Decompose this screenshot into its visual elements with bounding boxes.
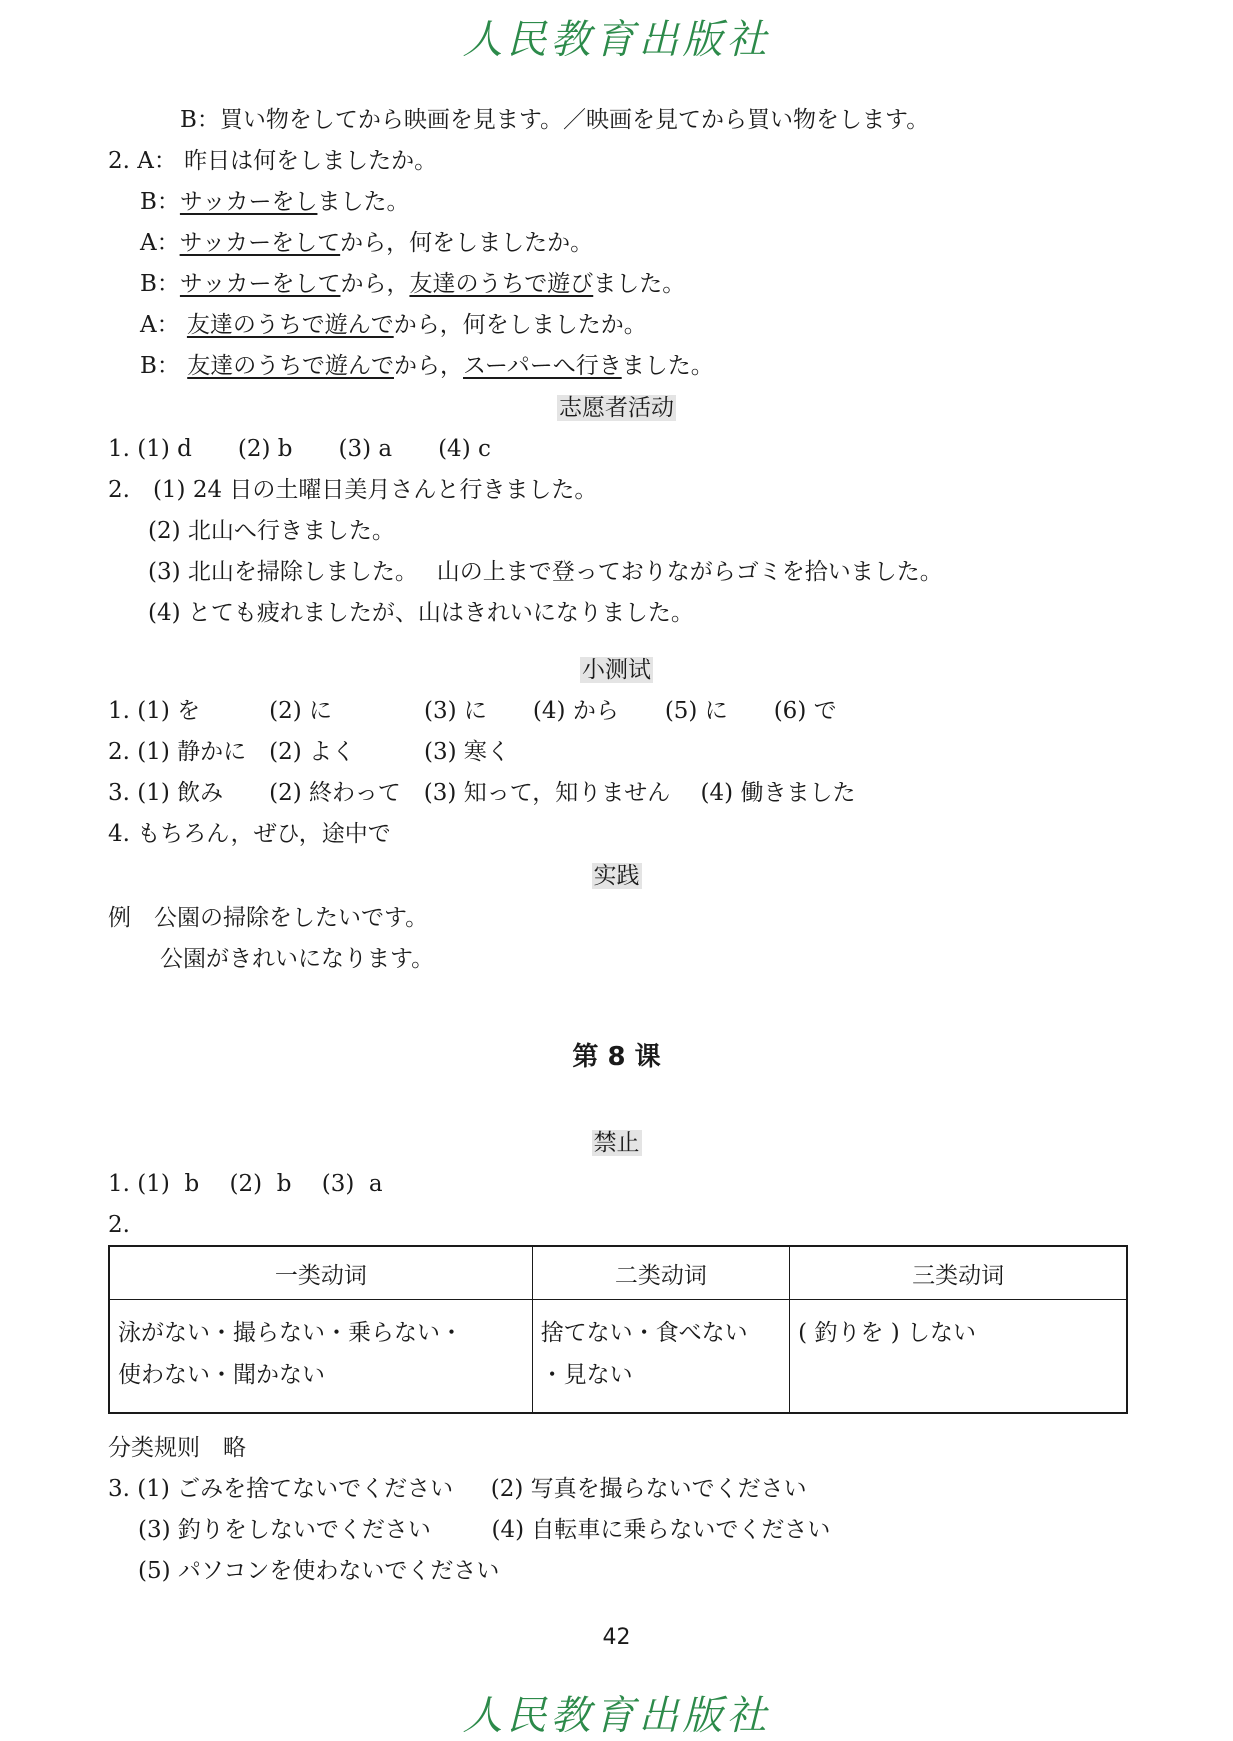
table-header-row <box>109 1246 1127 1300</box>
table-header-cell: 三类动词 <box>790 1246 1127 1300</box>
answer-line: (3) 北山を掃除しました。 山の上まで登っておりながらゴミを拾いました。 <box>148 559 943 585</box>
answer-line: 3. (1) ごみを捨てないでください (2) 写真を撮らないでください <box>108 1476 807 1502</box>
section-title-practice: 实践 <box>593 863 640 889</box>
answer-line: 1. (1) d (2) b (3) a (4) c <box>108 436 491 462</box>
table-cell: 捨てない・食べない ・見ない <box>532 1300 790 1414</box>
table-cell: 泳がない・撮らない・乗らない・ 使わない・聞かない <box>109 1300 532 1414</box>
publisher-logo-bottom: 人民教育出版社 <box>462 1693 771 1739</box>
lesson-title: 第 8 课 <box>572 1042 661 1072</box>
answer-line: 例 公園の掃除をしたいです。 <box>108 905 429 931</box>
table-row <box>109 1300 1127 1414</box>
verb-classification-table <box>108 1245 1128 1414</box>
answer-line: (3) 釣りをしないでください (4) 自転車に乗らないでください <box>138 1517 831 1543</box>
section-title-prohibit: 禁止 <box>593 1130 640 1156</box>
answer-line: 2. (1) 24 日の土曜日美月さんと行きました。 <box>108 477 598 503</box>
answer-line: 4. もちろん，ぜひ，途中で <box>108 821 391 847</box>
table-cell: ( 釣りを ) しない <box>790 1300 1127 1414</box>
table-header-cell: 一类动词 <box>109 1246 532 1300</box>
answer-line: (5) パソコンを使わないでください <box>138 1558 500 1584</box>
answer-line: B： 友達のうちで遊んでから，スーパーへ行きました。 <box>140 353 714 379</box>
answer-line: A： 友達のうちで遊んでから，何をしましたか。 <box>140 312 647 338</box>
page-number: 42 <box>602 1625 631 1650</box>
answer-line: B：サッカーをしてから，友達のうちで遊びました。 <box>140 271 686 297</box>
answer-line: B：サッカーをしました。 <box>140 189 410 215</box>
answer-line: 1. (1) を (2) に (3) に (4) から (5) に (6) で <box>108 698 837 724</box>
answer-line: 2. (1) 静かに (2) よく (3) 寒く <box>108 739 510 765</box>
publisher-logo-top: 人民教育出版社 <box>462 17 771 63</box>
answer-line: 公園がきれいになります。 <box>160 946 435 972</box>
section-title-quiz: 小测试 <box>582 657 651 683</box>
section-title-volunteer: 志愿者活动 <box>559 395 674 421</box>
answer-line: B：買い物をしてから映画を見ます。／映画を見てから買い物をします。 <box>180 107 930 133</box>
table-header-cell: 二类动词 <box>532 1246 790 1300</box>
answer-line: 分类规则 略 <box>108 1435 246 1461</box>
answer-line: 3. (1) 飲み (2) 終わって (3) 知って，知りません (4) 働きました <box>108 780 856 806</box>
answer-line: 1. (1) b (2) b (3) a <box>108 1171 383 1197</box>
answer-line: 2. <box>108 1212 130 1238</box>
answer-line: (4) とても疲れましたが、山はきれいになりました。 <box>148 600 694 626</box>
answer-line: 2. A： 昨日は何をしましたか。 <box>108 148 438 174</box>
answer-line: A：サッカーをしてから，何をしましたか。 <box>140 230 594 256</box>
answer-line: (2) 北山へ行きました。 <box>148 518 395 544</box>
